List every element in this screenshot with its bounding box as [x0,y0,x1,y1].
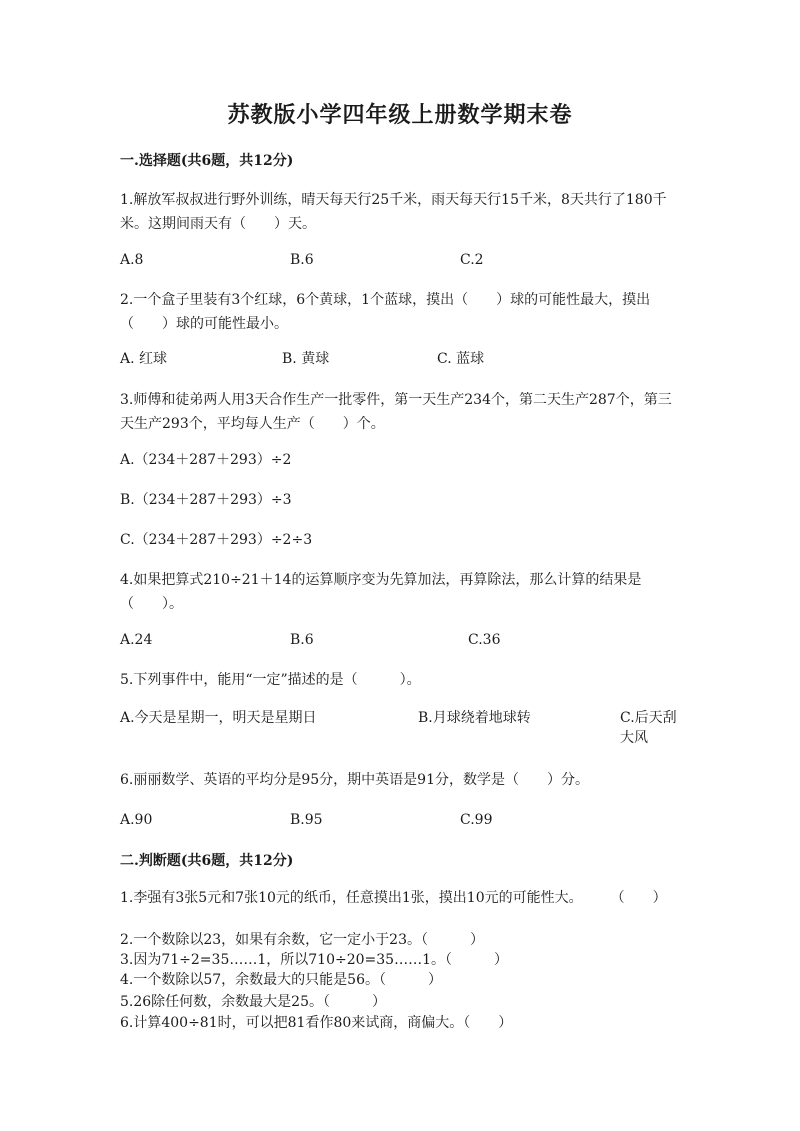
question-4-option-b: B.6 [290,632,314,648]
question-2-option-b: B. 黄球 [282,351,330,367]
question-5-option-c: C.后天刮大风 [620,710,677,746]
question-5-stem: 5.下列事件中，能用“一定”描述的是（ ）。 [120,672,421,688]
question-3-option-b: B.（234＋287＋293）÷3 [120,492,292,508]
question-3-option-a: A.（234＋287＋293）÷2 [120,452,292,468]
section-heading-judgement: 二.判断题(共6题，共12分) [120,853,294,869]
question-2-stem: 2.一个盒子里装有3个红球，6个黄球，1个蓝球，摸出（ ）球的可能性最大，摸出（ ）球的可能性最小。 [120,292,651,332]
question-6-option-b: B.95 [290,812,323,828]
question-1-option-a: A.8 [120,252,144,268]
judgement-question-5: 5.26除任何数，余数最大是25。（ ） [120,994,386,1010]
question-1-stem: 1.解放军叔叔进行野外训练，晴天每天行25千米，雨天每天行15千米，8天共行了180千米。这期间雨天有（ ）天。 [120,192,667,232]
question-5-option-b: B.月球绕着地球转 [418,710,531,726]
question-4-stem: 4.如果把算式210÷21＋14的运算顺序变为先算加法，再算除法，那么计算的结果是（ ）。 [120,572,642,612]
section-heading-choice: 一.选择题(共6题，共12分) [120,153,294,169]
question-4-option-c: C.36 [468,632,501,648]
judgement-question-3: 3.因为71÷2=35……1，所以710÷20=35……1。（ ） [120,952,508,968]
question-2-option-a: A. 红球 [120,351,168,367]
judgement-question-1: 1.李强有3张5元和7张10元的纸币，任意摸出1张，摸出10元的可能性大。 （ ） [120,890,667,906]
question-3-stem: 3.师傅和徒弟两人用3天合作生产一批零件，第一天生产234个，第二天生产287个，第三天生产293个，平均每人生产（ ）个。 [120,392,672,432]
question-1-option-c: C.2 [460,252,484,268]
question-2-option-c: C. 蓝球 [437,351,485,367]
question-6-option-c: C.99 [460,812,493,828]
question-1-option-b: B.6 [290,252,314,268]
question-4-option-a: A.24 [120,632,153,648]
question-6-stem: 6.丽丽数学、英语的平均分是95分，期中英语是91分，数学是（ ）分。 [120,772,589,788]
judgement-question-4: 4.一个数除以57，余数最大的只能是56。（ ） [120,972,442,988]
question-5-option-a: A.今天是星期一，明天是星期日 [120,710,317,726]
judgement-question-6: 6.计算400÷81时，可以把81看作80来试商，商偏大。（ ） [120,1015,513,1031]
page-title: 苏教版小学四年级上册数学期末卷 [227,102,573,128]
question-6-option-a: A.90 [120,812,153,828]
question-3-option-c: C.（234＋287＋293）÷2÷3 [120,532,313,548]
judgement-question-2: 2.一个数除以23，如果有余数，它一定小于23。（ ） [120,932,484,948]
